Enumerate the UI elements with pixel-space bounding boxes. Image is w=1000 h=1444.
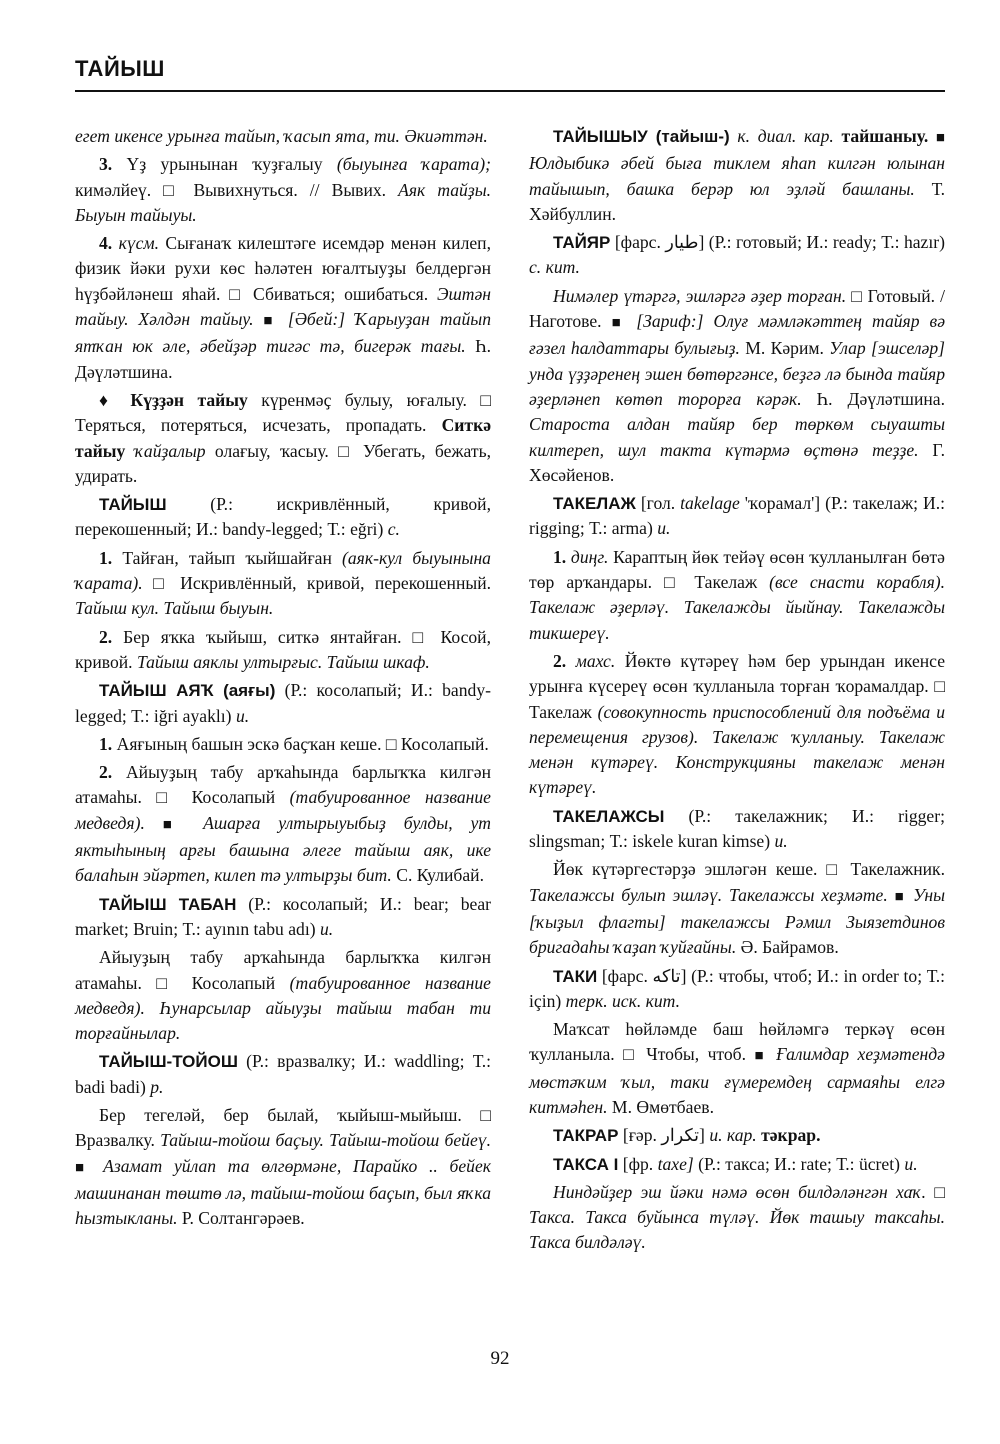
entry-continuation: егет икенсе урынға тайып, ҡасып ята, ти. Әкиәттән. (75, 126, 488, 146)
headword: ТАКЕЛАЖСЫ (553, 806, 665, 826)
entry-taksa: ТАКСА I [фр. taxe] (Р.: такса; И.: rate; Т.: ücret) и. (553, 1153, 918, 1174)
sense-1: Айыуҙың табу арҡаһында барлыҡҡа килгән атамаһы. □ Косолапый (табуированное название медведя). Һунарсылар айыуҙы тайыш табан ти торғайнылар. (75, 947, 491, 1044)
sense-4: 4. күсм. Сығанаҡ килештәге исемдәр менән килеп, физик йәки рухи көс һәләтен юғалтыуҙы белдергән һүҙбәйләнеш яһай. □ Сбиваться; ошибаться. Эштән тайыу. Хәлдән тайыу. ■ [Әбей:] Ҡарыуҙан тайып ятҡан юк әле, әбейҙәр тигәс тә, бигерәк тағы. Һ. Дәүләтшина. (75, 233, 492, 382)
square-marker-icon: ■ (935, 130, 945, 146)
entry-takrar: ТАКРАР [ғәр. تكرار] и. кар. тәкрар. (553, 1125, 821, 1146)
sense-2: 2. Бер яҡка ҡыйыш, ситкә янтайған. □ Косой, кривой. Тайыш аяклы ултырғыс. Тайыш шкаф. (75, 626, 491, 672)
headword: ТАЙЫШ ТАБАН (99, 894, 237, 914)
headword: ТАЙЫШ (99, 495, 167, 515)
left-column (75, 124, 491, 1234)
square-marker-icon: ■ (894, 888, 907, 905)
sense-3: 3. Үҙ урынынан ҡуҙғалыу (быуынға ҡарата); кимәлйеү. □ Вывихнуться. // Вывих. Аяк тайҙы. Быуын тайыуы. (75, 154, 492, 225)
entry-takelazhsy: ТАКЕЛАЖСЫ (Р.: такелажник; И.: rigger; slingsman; Т.: iskele kuran kimse) и. (529, 805, 945, 852)
headword: ТАКСА I (553, 1154, 619, 1174)
headword: ТАКРАР (553, 1126, 619, 1146)
sense-1: Нимәлер үтәргә, эшләргә әҙер торған. □ Готовый. / Наготове. ■ [Зариф:] Олуғ мәмләкәттең тайяр вә ғәзел һалдаттары булығыҙ. М. Кәрим. Улар [эшселәр] унда үҙҙәренең эшен бөтөргәнсе, беҙгә лә бында тайяр әҙерләнеп көтөп торорға кәрәк. Һ. Дәүләтшина. Староста алдан тайяр бер төркөм сыуашты килтереп, шул такта күтәрмә өҫтөнә теҙҙе. Г. Хөсәйенов. (529, 285, 945, 485)
headword: ТАЙЫШ АЯҠ (аяғы) (99, 681, 276, 701)
idioms: ♦ Күҙҙән тайыу күренмәҫ булыу, юғалыу. □ Теряться, потеряться, исчезать, пропадать. Ситкә тайыу ҡайҙалыр олағыу, ҡасыу. □ Убегать, бежать, удирать. (75, 389, 492, 486)
right-column (529, 124, 945, 1259)
entry-tayysh: ТАЙЫШ (Р.: искривлённый, кривой, перекошенный; И.: bandy-legged; Т.: eğri) с. (75, 494, 491, 540)
entry-taki: ТАКИ [фарс. تاکه] (Р.: чтобы, чтоб; И.: in order to; Т.: için) терк. иск. кит. (529, 965, 945, 1011)
square-marker-icon: ■ (754, 1048, 768, 1065)
header-rule (75, 90, 945, 92)
square-marker-icon: ■ (162, 816, 186, 833)
headword: ТАКЕЛАЖ (553, 494, 636, 514)
sense-1: Маҡсат һөйләмде баш һөйләмгә теркәү өсөн ҡулланыла. □ Чтобы, чтоб. ■ Ғалимдар хеҙмәтендә мөстәҡим ҡыл, таки ғүмеремдең сармаяһы елгә китмәһен. М. Өмөтбаев. (529, 1019, 945, 1117)
sense-1: Йөк күтәргестәрҙә эшләгән кеше. □ Такелажник. Такелажсы булып эшләү. Такелажсы хеҙмәте. ■ Уны [ҡыҙыл флагты] такелажсы Рәмил Зыязетдинов бригадаһы ҡаҙап ҡуйғайны. Ә. Байрамов. (529, 859, 945, 958)
entry-tayysh-ayak: ТАЙЫШ АЯҠ (аяғы) (Р.: косолапый; И.: bandy-legged; Т.: iğri ayaklı) и. (75, 680, 491, 726)
square-marker-icon: ■ (263, 313, 278, 330)
running-title: ТАЙЫШ (75, 56, 165, 81)
square-marker-icon: ■ (611, 315, 627, 332)
headword: ТАЙЫШ-ТОЙОШ (99, 1052, 238, 1072)
page-header (75, 56, 945, 92)
headword: ТАКИ (553, 966, 598, 986)
sense-2: 2. махс. Йөктө күтәреү һәм бер урындан икенсе урынға күсереү өсөн ҡулланыла торған ҡорамалдар. □ Такелаж (совокупность приспособлений для подъёма и перемещения грузов). Такелаж ҡулланыу. Такелаж менән күтәреү. Конструкцияны такелаж менән күтәреү. (529, 650, 946, 798)
headword: ТАЙЯР (553, 233, 611, 253)
sense-1: 1. Аяғының башын эскә баҫҡан кеше. □ Косолапый. (99, 733, 489, 754)
sense-1: Ниндәйҙер эш йәки нәмә өсөн билдәләнгән хаҡ. □ Такса. Такса буйынса түләү. Йөк ташыу таксаһы. Такса билдәләү. (529, 1181, 945, 1253)
sense-2: 2. Айыуҙың табу арҡаһында барлыҡҡа килгән атамаһы. □ Косолапый (табуированное название медведя). ■ Ашарға ултырыуыбыҙ булды, ут яктыһының арғы башына әлеге тайыш аяк, ике балаһын эйәртеп, килеп тә ултырҙы бит. С. Кулибай. (75, 762, 491, 886)
entry-tayyar: ТАЙЯР [фарс. طيار] (Р.: готовый; И.: ready; Т.: hazır) с. кит. (529, 232, 945, 278)
entry-tayysh-toyosh: ТАЙЫШ-ТОЙОШ (Р.: вразвалку; И.: waddling; Т.: badi badi) р. (75, 1051, 491, 1097)
entry-takelazh: ТАКЕЛАЖ [гол. takelage 'ҡорамал'] (Р.: такелаж; И.: rigging; Т.: arma) и. (529, 493, 945, 539)
entry-tayysh-taban: ТАЙЫШ ТАБАН (Р.: косолапый; И.: bear; bear market; Bruin; Т.: ayının tabu adı) и. (75, 893, 491, 939)
page-number: 92 (490, 1348, 510, 1369)
headword: ТАЙЫШЫУ (тайыш-) (553, 127, 730, 146)
sense-1: Бер тегеләй, бер былай, ҡыйыш-мыйыш. □ Вразвалку. Тайыш-тойош баҫыу. Тайыш-тойош бейеү. ■ Азамат уйлап та өлгөрмәне, Парайко .. бейек машинанан төштө лә, тайыш-тойош баҫып, был яҡка һызтыкланы. Р. Солтангәрәев. (75, 1104, 491, 1229)
square-marker-icon: ■ (75, 1159, 92, 1176)
entry-tayyshyu: ТАЙЫШЫУ (тайыш-) к. диал. кар. тайшаныу. ■ Юлдыбикә әбей быға тиклем яһап килгән юлынан тайышып, башка берәр юл эҙләй башланы. Т. Хәйбуллин. (529, 126, 945, 224)
sense-1: 1. диңг. Караптың йөк тейәү өсөн ҡулланылған бөтә төр арҡандары. □ Такелаж (все снасти корабля). Такелаж әҙерләү. Такелажды йыйнау. Такелажды тикшереү. (529, 546, 946, 643)
sense-1: 1. Тайған, тайып ҡыйшайған (аяк-кул быуынына ҡарата). □ Искривлённый, кривой, перекошенный. Тайыш кул. Тайыш быуын. (75, 547, 492, 619)
